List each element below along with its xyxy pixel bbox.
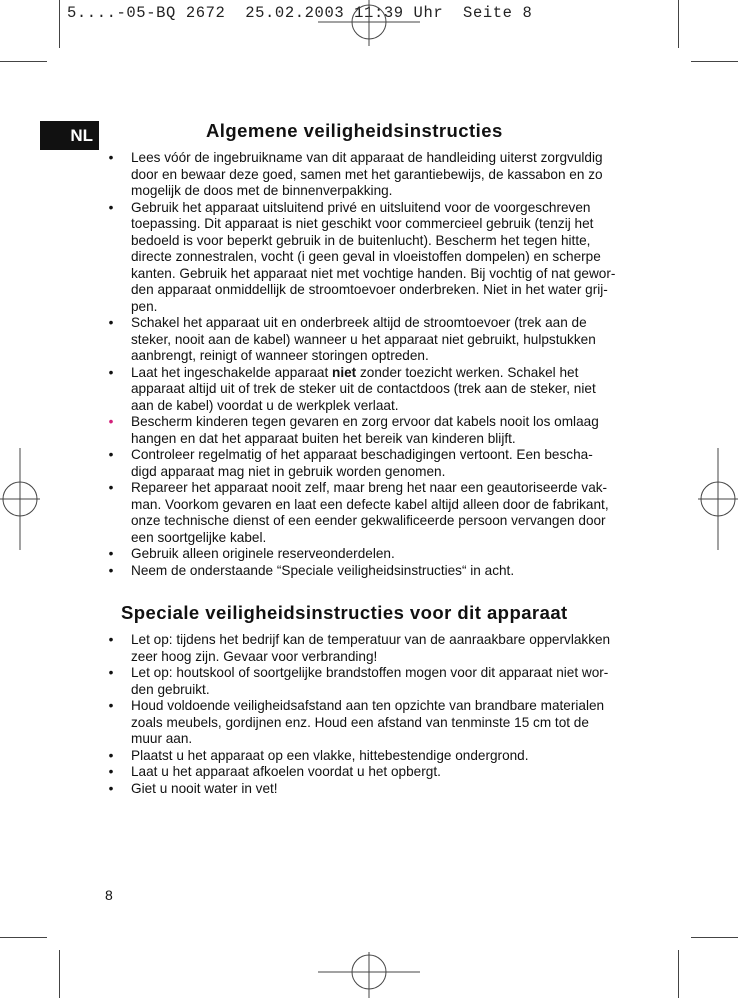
item-line: man. Voorkom gevaren en laat een defecte kabel altijd alleen door de fabrikant, xyxy=(131,496,609,512)
crop-mark xyxy=(0,937,47,938)
item-line: digd apparaat mag niet in gebruik worden genomen. xyxy=(131,463,446,479)
list-item xyxy=(105,781,635,798)
bullet: • xyxy=(108,665,114,680)
item-line: Houd voldoende veiligheidsafstand aan ten opzichte van brandbare materialen xyxy=(131,698,605,713)
item-line: hangen en dat het apparaat buiten het bereik van kinderen blijft. xyxy=(131,430,516,446)
list-item xyxy=(105,748,635,765)
list-item xyxy=(105,764,635,781)
list-item xyxy=(105,365,635,415)
bullet: • xyxy=(108,562,114,578)
item-line: een soortgelijke kabel. xyxy=(131,529,267,545)
item-line: zeer hoog zijn. Gevaar voor verbranding! xyxy=(131,648,378,664)
item-line xyxy=(131,365,635,382)
item-line: muur aan. xyxy=(131,731,193,746)
bullet-accent: • xyxy=(108,414,114,429)
section-title-general-safety: Algemene veiligheidsinstructies xyxy=(206,120,503,141)
emphasis-text: niet xyxy=(332,364,357,380)
bullet: • xyxy=(108,698,114,713)
item-line: den gebruikt. xyxy=(131,681,210,697)
item-line: Giet u nooit water in vet! xyxy=(131,780,278,796)
crop-mark xyxy=(59,0,60,48)
item-line: Neem de onderstaande “Speciale veiligheidsinstructies“ in acht. xyxy=(131,562,515,578)
list-item xyxy=(105,447,635,480)
crop-mark xyxy=(678,0,679,48)
item-line: Let op: tijdens het bedrijf kan de temperatuur van de aanraakbare oppervlakken xyxy=(131,632,611,647)
item-line: Plaatst u het apparaat op een vlakke, hittebestendige ondergrond. xyxy=(131,747,529,763)
general-safety-list xyxy=(105,150,635,579)
bullet: • xyxy=(108,447,114,462)
item-line: Schakel het apparaat uit en onderbreek altijd de stroomtoevoer (trek aan de xyxy=(131,315,587,330)
crop-mark xyxy=(691,937,738,938)
item-line: steker, nooit aan de kabel) wanneer u het apparaat niet gebruikt, hulpstukken xyxy=(131,331,596,347)
language-tab-label: NL xyxy=(70,125,93,145)
bullet: • xyxy=(108,546,114,561)
item-line: den apparaat onmiddellijk de stroomtoevoer onderbreken. Niet in het water grij- xyxy=(131,282,608,297)
language-tab xyxy=(40,121,99,150)
registration-mark-right xyxy=(690,448,738,550)
registration-mark-left xyxy=(0,448,48,550)
item-line: door en bewaar deze goed, samen met het garantiebewijs, de kassabon en zo xyxy=(131,166,603,182)
item-line: directe zonnestralen, vocht (i geen geval in vloeistoffen dompelen) en scherpe xyxy=(131,249,601,264)
list-item xyxy=(105,200,635,316)
item-line: Gebruik het apparaat uitsluitend privé en uitsluitend voor de voorgeschreven xyxy=(131,199,591,215)
item-line: mogelijk de doos met de binnenverpakking. xyxy=(131,183,393,198)
item-line: bedoeld is voor beperkt gebruik in de buitenlucht). Bescherm het tegen hitte, xyxy=(131,232,591,248)
bullet: • xyxy=(108,315,114,330)
bullet: • xyxy=(108,150,114,165)
crop-mark xyxy=(691,61,738,62)
crop-mark xyxy=(59,950,60,998)
crop-mark xyxy=(678,950,679,998)
list-item xyxy=(105,563,635,580)
item-line: aanbrengt, reinigt of wanneer storingen optreden. xyxy=(131,348,429,363)
list-item xyxy=(105,315,635,365)
bullet: • xyxy=(108,199,114,215)
item-line: Lees vóór de ingebruikname van dit apparaat de handleiding uiterst zorgvuldig xyxy=(131,150,603,165)
page-number: 8 xyxy=(105,887,113,903)
item-line: apparaat altijd uit of trek de steker uit de contactdoos (trek aan de steker, niet xyxy=(131,381,596,396)
list-item xyxy=(105,698,635,748)
print-slug-header: 5....-05-BQ 2672 25.02.2003 11:39 Uhr Seite 8 xyxy=(67,4,533,22)
special-safety-list xyxy=(105,632,635,797)
list-item xyxy=(105,480,635,546)
item-line: Controleer regelmatig of het apparaat beschadigingen vertoont. Een bescha- xyxy=(131,447,593,462)
list-item xyxy=(105,546,635,563)
bullet: • xyxy=(108,632,114,647)
bullet: • xyxy=(108,480,114,495)
item-line: Let op: houtskool of soortgelijke brandstoffen mogen voor dit apparaat niet wor- xyxy=(131,665,609,680)
item-line: Laat u het apparaat afkoelen voordat u het opbergt. xyxy=(131,764,441,779)
list-item xyxy=(105,665,635,698)
bullet: • xyxy=(108,780,114,796)
item-line: pen. xyxy=(131,298,158,314)
list-item xyxy=(105,632,635,665)
bullet: • xyxy=(108,764,114,779)
item-line: Gebruik alleen originele reserveonderdelen. xyxy=(131,546,395,561)
item-text: zonder toezicht werken. Schakel het xyxy=(356,364,579,380)
item-line: Bescherm kinderen tegen gevaren en zorg ervoor dat kabels nooit los omlaag xyxy=(131,414,599,429)
section-title-special-safety: Speciale veiligheidsinstructies voor dit apparaat xyxy=(121,602,568,623)
crop-mark xyxy=(0,61,47,62)
bullet: • xyxy=(108,747,114,763)
registration-mark-top xyxy=(318,0,420,48)
item-line: toepassing. Dit apparaat is niet geschikt voor commercieel gebruik (tenzij het xyxy=(131,216,594,231)
item-line: aan de kabel) voordat u de werkplek verlaat. xyxy=(131,397,399,413)
item-text: Laat het ingeschakelde apparaat xyxy=(131,364,333,380)
list-item xyxy=(105,150,635,200)
bullet: • xyxy=(108,364,114,380)
registration-mark-bottom xyxy=(318,950,420,998)
item-line: onze technische dienst of een eender gekwalificeerde persoon vervangen door xyxy=(131,513,606,528)
list-item xyxy=(105,414,635,447)
item-line: zoals meubels, gordijnen enz. Houd een afstand van tenminste 15 cm tot de xyxy=(131,714,589,730)
item-line: kanten. Gebruik het apparaat niet met vochtige handen. Bij vochtig of nat gewor- xyxy=(131,265,616,281)
item-line: Repareer het apparaat nooit zelf, maar breng het naar een geautoriseerde vak- xyxy=(131,480,608,495)
